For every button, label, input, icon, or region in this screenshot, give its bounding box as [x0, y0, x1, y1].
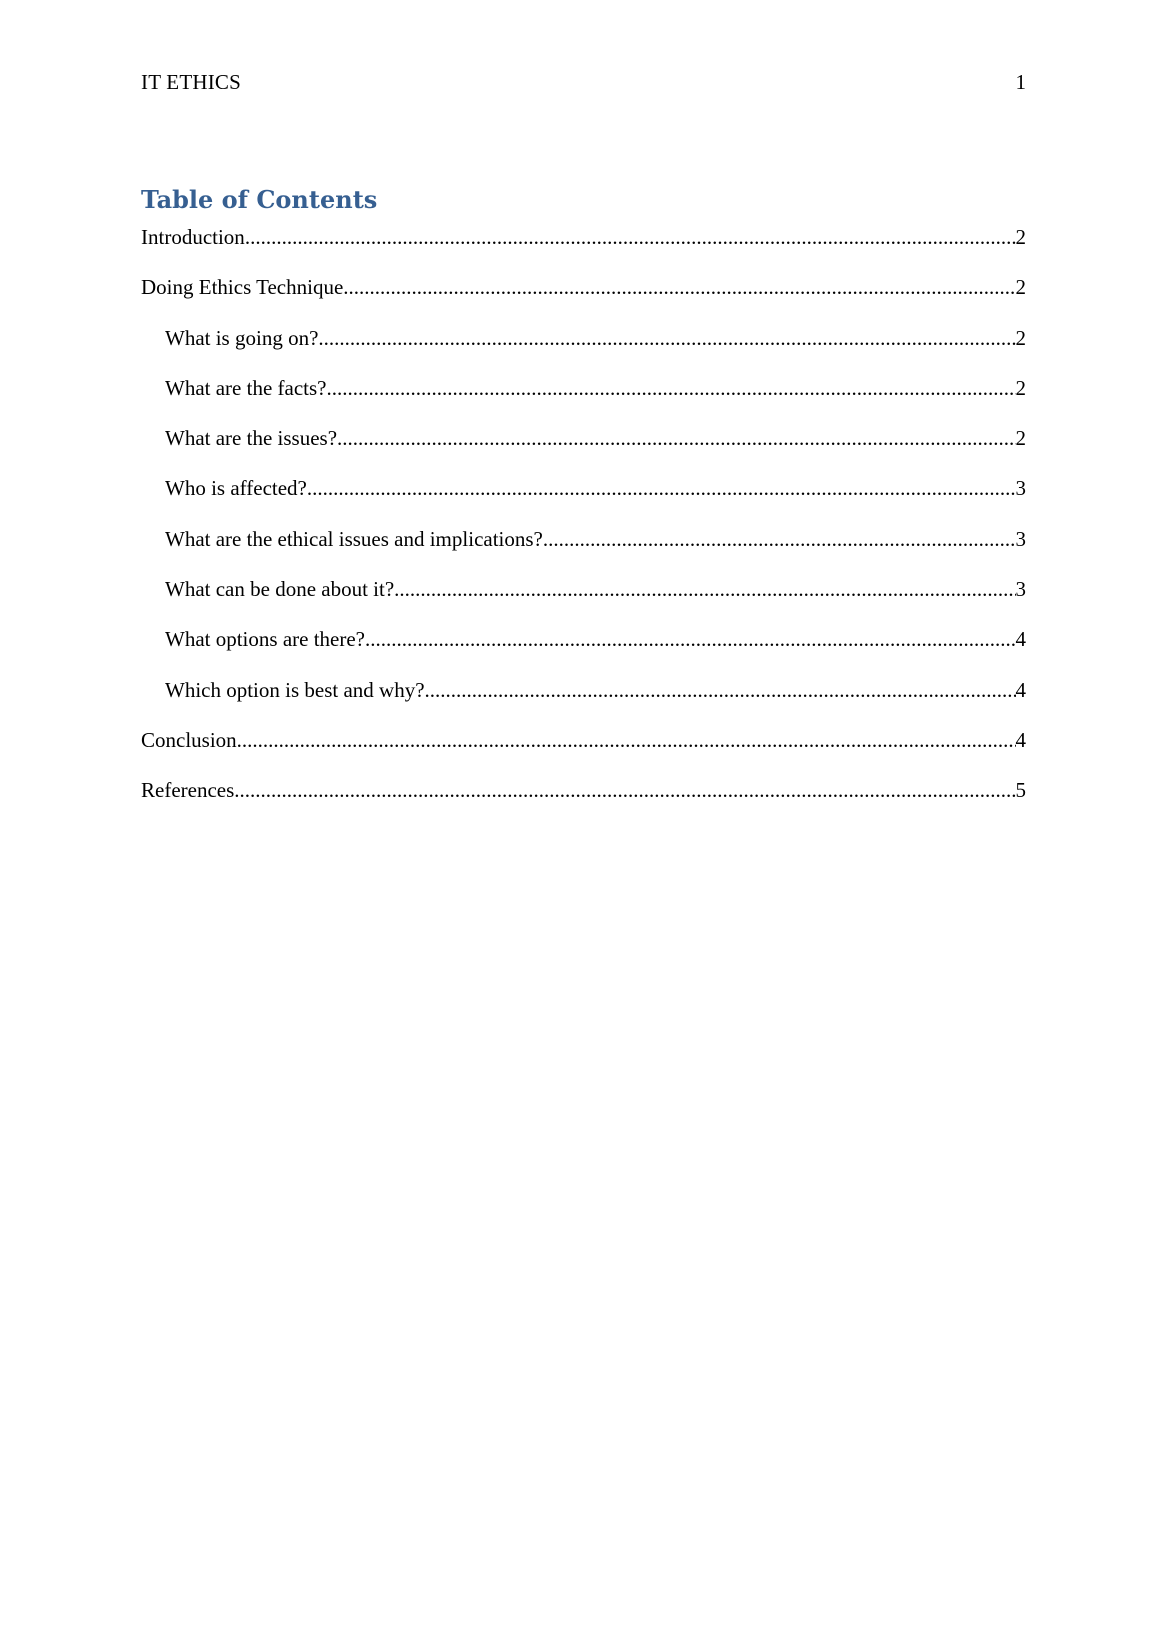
toc-dot-leader: [343, 275, 1015, 299]
toc-entry-conclusion[interactable]: [141, 728, 1026, 778]
toc-dot-leader: [245, 225, 1016, 249]
toc-entry-references[interactable]: [141, 778, 1026, 828]
toc-entry-label: What are the issues?: [165, 426, 338, 451]
toc-entry-page: 2: [1015, 275, 1026, 300]
toc-entry-ethical-issues-and-implications[interactable]: [141, 527, 1026, 577]
toc-entry-label: What is going on?: [165, 325, 319, 350]
toc-entry-who-is-affected[interactable]: [141, 476, 1026, 526]
toc-entry-page: 3: [1015, 476, 1026, 501]
toc-dot-leader: [394, 577, 1015, 601]
toc-entry-page: 2: [1015, 325, 1026, 350]
toc-dot-leader: [326, 376, 1015, 400]
table-of-contents: [141, 225, 1026, 829]
toc-entry-which-option-is-best[interactable]: [141, 678, 1026, 728]
toc-entry-label: Doing Ethics Technique: [141, 275, 344, 300]
toc-entry-page: 5: [1015, 778, 1026, 803]
toc-entry-page: 2: [1015, 426, 1026, 451]
toc-dot-leader: [307, 476, 1016, 500]
toc-entry-what-can-be-done[interactable]: [141, 577, 1026, 627]
toc-entry-page: 4: [1015, 677, 1026, 702]
toc-entry-page: 3: [1015, 577, 1026, 602]
toc-entry-what-options-are-there[interactable]: [141, 627, 1026, 677]
toc-entry-label: Introduction: [141, 225, 245, 249]
toc-entry-what-are-the-issues[interactable]: [141, 426, 1026, 476]
toc-entry-label: Who is affected?: [165, 476, 307, 501]
toc-dot-leader: [365, 627, 1016, 651]
toc-dot-leader: [234, 778, 1015, 802]
toc-entry-page: 4: [1015, 727, 1026, 752]
page-number: 1: [1015, 70, 1026, 94]
toc-dot-leader: [337, 426, 1015, 450]
toc-entry-page: 2: [1015, 225, 1026, 249]
toc-entry-label: References: [141, 778, 235, 803]
toc-entry-label: What can be done about it?: [165, 577, 395, 602]
toc-dot-leader: [237, 728, 1016, 752]
toc-entry-label: Conclusion: [141, 727, 237, 752]
toc-dot-leader: [543, 527, 1016, 551]
toc-entry-page: 2: [1015, 375, 1026, 400]
toc-heading: Table of Contents: [141, 185, 378, 214]
toc-entry-what-is-going-on[interactable]: [141, 326, 1026, 376]
toc-entry-what-are-the-facts[interactable]: [141, 376, 1026, 426]
toc-dot-leader: [318, 326, 1015, 350]
toc-entry-introduction[interactable]: [141, 225, 1026, 275]
running-header-title: IT ETHICS: [141, 70, 241, 94]
toc-entry-label: What options are there?: [165, 627, 365, 652]
toc-entry-page: 3: [1015, 526, 1026, 551]
toc-entry-label: What are the ethical issues and implications?: [165, 526, 543, 551]
toc-entry-page: 4: [1015, 627, 1026, 652]
toc-entry-label: Which option is best and why?: [165, 677, 425, 702]
toc-entry-doing-ethics-technique[interactable]: [141, 275, 1026, 325]
toc-dot-leader: [425, 678, 1016, 702]
toc-entry-label: What are the facts?: [165, 375, 327, 400]
